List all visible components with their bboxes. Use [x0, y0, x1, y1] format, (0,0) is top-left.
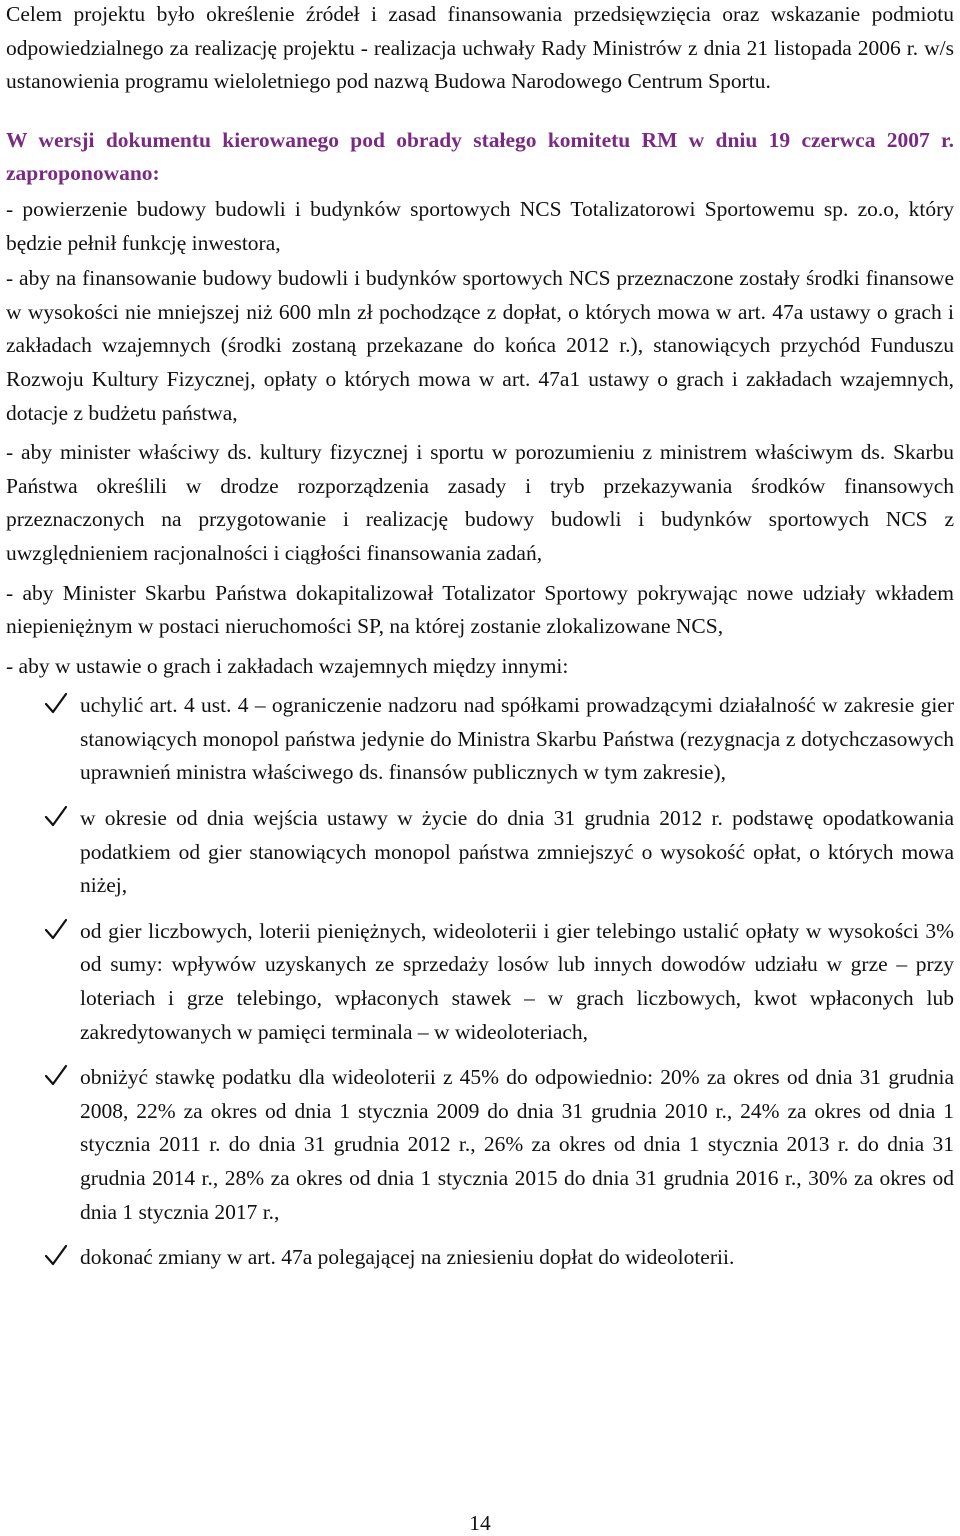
paragraph-proposal-5: - aby w ustawie o grach i zakładach wzajemnych między innymi: [6, 653, 569, 678]
checklist-item [6, 1061, 954, 1229]
check-mark-icon [44, 1063, 68, 1087]
checklist-item [6, 915, 954, 1049]
checklist-item [6, 802, 954, 903]
intro-paragraph: Celem projektu było określenie źródeł i zasad finansowania przedsięwzięcia oraz wskazanie podmiotu odpowiedzialnego za realizację projektu - realizacja uchwały Rady Ministrów z dnia 21 listopada 2006 r. w/s ustanowienia programu wieloletniego pod nazwą Budowa Narodowego Centrum Sportu. [6, 2, 954, 94]
check-mark-icon [44, 804, 68, 828]
checklist-item-text: dokonać zmiany w art. 47a polegającej na zniesieniu dopłat do wideoloterii. [80, 1245, 735, 1270]
paragraph-proposal-1: - powierzenie budowy budowli i budynków sportowych NCS Totalizatorowi Sportowemu sp. zo.o, który będzie pełnił funkcję inwestora, [6, 196, 954, 255]
section-heading: W wersji dokumentu kierowanego pod obrady stałego komitetu RM w dniu 19 czerwca 2007 r. zaproponowano: [6, 127, 954, 186]
paragraph-proposal-3: - aby minister właściwy ds. kultury fizycznej i sportu w porozumieniu z ministrem właściwym ds. Skarbu Państwa określili w drodze rozporządzenia zasady i tryb przekazywania środków finansowych przeznaczonych na przygotowanie i realizację budowy budowli i budynków sportowych NCS z uwzględnieniem racjonalności i ciągłości finansowania zadań, [6, 440, 954, 565]
check-mark-icon [44, 691, 68, 715]
checklist-item-text: obniżyć stawkę podatku dla wideoloterii z 45% do odpowiednio: 20% za okres od dnia 31 grudnia 2008, 22% za okres od dnia 1 stycznia 2009 do dnia 31 grudnia 2010 r., 24% za okres od dnia 1 stycznia 2011 r. do dnia 31 grudnia 2012 r., 26% za okres od dnia 1 stycznia 2013 r. do dnia 31 grudnia 2014 r., 28% za okres od dnia 1 stycznia 2015 do dnia 31 grudnia 2016 r., 30% za okres od dnia 1 stycznia 2017 r., [80, 1065, 954, 1224]
document-page [6, 0, 954, 1287]
paragraph-proposal-2: - aby na finansowanie budowy budowli i budynków sportowych NCS przeznaczone zostały środki finansowe w wysokości nie mniejszej niż 600 mln zł pochodzące z dopłat, o których mowa w art. 47a ustawy o grach i zakładach wzajemnych (środki zostaną przekazane do końca 2012 r.), stanowiących przychód Funduszu Rozwoju Kultury Fizycznej, opłaty o których mowa w art. 47a1 ustawy o grach i zakładach wzajemnych, dotacje z budżetu państwa, [6, 266, 954, 425]
paragraph-proposal-4: - aby Minister Skarbu Państwa dokapitalizował Totalizator Sportowy pokrywając nowe udziały wkładem niepieniężnym w postaci nieruchomości SP, na której zostanie zlokalizowane NCS, [6, 580, 954, 639]
checklist-item [6, 689, 954, 790]
check-mark-icon [44, 1243, 68, 1267]
checklist-item-text: w okresie od dnia wejścia ustawy w życie do dnia 31 grudnia 2012 r. podstawę opodatkowania podatkiem od gier stanowiących monopol państwa zmniejszyć o wysokość opłat, o których mowa niżej, [80, 806, 954, 898]
checklist-item-text: uchylić art. 4 ust. 4 – ograniczenie nadzoru nad spółkami prowadzącymi działalność w zakresie gier stanowiących monopol państwa jedynie do Ministra Skarbu Państwa (rezygnacja z dotychczasowych uprawnień ministra właściwego ds. finansów publicznych w tym zakresie), [80, 693, 954, 785]
page-number: 14 [469, 1511, 491, 1535]
checklist-item-text: od gier liczbowych, loterii pieniężnych, wideoloterii i gier telebingo ustalić opłaty w wysokości 3% od sumy: wpływów uzyskanych ze sprzedaży losów lub innych dowodów udziału w grze – przy loteriach i grze telebingo, wpłaconych stawek – w grach liczbowych, kwot wpłaconych lub zakredytowanych w pamięci terminala – w wideoloteriach, [80, 918, 954, 1044]
check-mark-icon [44, 917, 68, 941]
amendment-checklist [6, 689, 954, 1275]
checklist-item [6, 1241, 954, 1275]
